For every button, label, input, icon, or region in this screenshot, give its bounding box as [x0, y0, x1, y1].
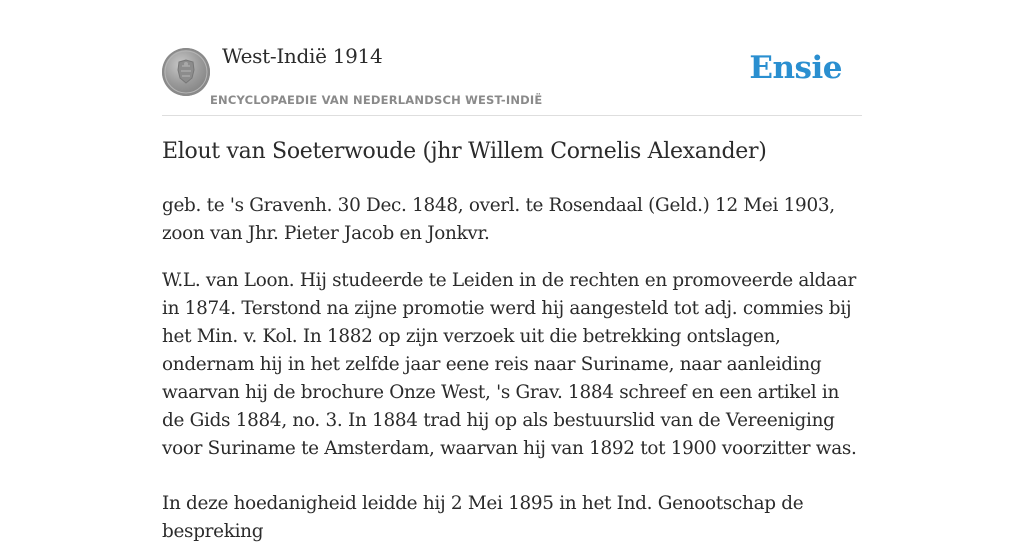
brand-logo[interactable]: Ensie — [749, 50, 842, 86]
page — [162, 0, 862, 542]
entry-title: Elout van Soeterwoude (jhr Willem Cornelis Alexander) — [162, 139, 767, 164]
paragraph-2: W.L. van Loon. Hij studeerde te Leiden in de rechten en promoveerde aldaar in 1874. Terstond na zijne promotie werd hij aangesteld tot adj. commies bij het Min. v. Kol. In 1882 op zijn verzoek uit die betrekking ontslagen, ondernam hij in het zelfde jaar eene reis naar Suriname, naar aanleiding waarvan hij de brochure Onze West, 's Grav. 1884 schreef en een artikel in de Gids 1884, no. 3. In 1884 trad hij op als bestuurslid van de Vereeniging voor Suriname te Amsterdam, waarvan hij van 1892 tot 1900 voorzitter was. — [162, 270, 857, 459]
site-title[interactable]: West-Indië 1914 — [222, 44, 383, 68]
site-subtitle: ENCYCLOPAEDIE VAN NEDERLANDSCH WEST-INDIË — [210, 93, 543, 107]
site-header — [162, 0, 862, 116]
paragraph-3: In deze hoedanigheid leidde hij 2 Mei 1895 in het Ind. Genootschap de bespreking — [162, 493, 804, 542]
paragraph-1: geb. te 's Gravenh. 30 Dec. 1848, overl. te Rosendaal (Geld.) 12 Mei 1903, zoon van Jhr. Pieter Jacob en Jonkvr. — [162, 195, 835, 244]
coin-icon[interactable] — [162, 48, 210, 96]
